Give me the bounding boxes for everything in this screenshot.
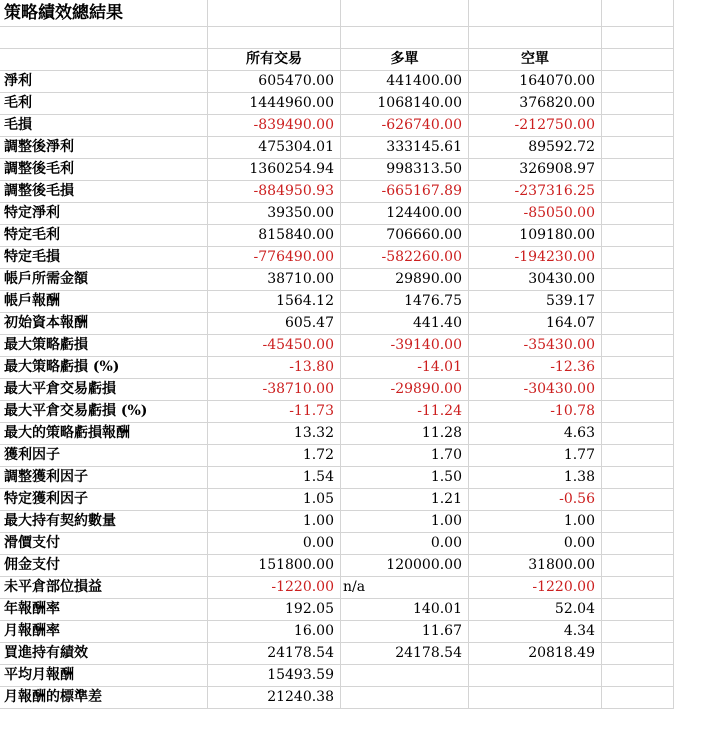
row-label[interactable]: 調整後毛利	[0, 159, 208, 181]
cell[interactable]	[602, 621, 674, 643]
cell[interactable]	[602, 599, 674, 621]
column-header-short[interactable]: 空單	[469, 49, 602, 71]
cell[interactable]	[469, 27, 602, 49]
value-cell[interactable]: -839490.00	[208, 115, 341, 137]
cell[interactable]	[602, 533, 674, 555]
row-label[interactable]: 未平倉部位損益	[0, 577, 208, 599]
cell[interactable]	[602, 313, 674, 335]
value-cell[interactable]: 0.00	[208, 533, 341, 555]
value-cell[interactable]: -11.24	[341, 401, 469, 423]
value-cell[interactable]: 52.04	[469, 599, 602, 621]
value-cell[interactable]: 1068140.00	[341, 93, 469, 115]
cell[interactable]	[602, 335, 674, 357]
value-cell[interactable]: -29890.00	[341, 379, 469, 401]
cell[interactable]	[0, 27, 208, 49]
value-cell[interactable]: 475304.01	[208, 137, 341, 159]
row-label[interactable]: 獲利因子	[0, 445, 208, 467]
value-cell[interactable]: 441400.00	[341, 71, 469, 93]
row-label[interactable]: 年報酬率	[0, 599, 208, 621]
value-cell[interactable]: 140.01	[341, 599, 469, 621]
value-cell[interactable]: 1.05	[208, 489, 341, 511]
value-cell[interactable]: 441.40	[341, 313, 469, 335]
value-cell[interactable]: 38710.00	[208, 269, 341, 291]
row-label[interactable]: 特定毛損	[0, 247, 208, 269]
cell[interactable]	[341, 0, 469, 27]
cell[interactable]	[602, 27, 674, 49]
value-cell[interactable]: 0.00	[341, 533, 469, 555]
cell[interactable]	[602, 379, 674, 401]
value-cell[interactable]: -30430.00	[469, 379, 602, 401]
value-cell[interactable]: 16.00	[208, 621, 341, 643]
value-cell[interactable]: n/a	[341, 577, 469, 599]
cell[interactable]	[602, 181, 674, 203]
value-cell[interactable]: 15493.59	[208, 665, 341, 687]
cell[interactable]	[602, 71, 674, 93]
value-cell[interactable]: 13.32	[208, 423, 341, 445]
cell[interactable]	[341, 27, 469, 49]
row-label[interactable]: 最大平倉交易虧損	[0, 379, 208, 401]
cell[interactable]	[602, 401, 674, 423]
value-cell[interactable]: 1476.75	[341, 291, 469, 313]
value-cell[interactable]	[469, 665, 602, 687]
cell[interactable]	[602, 357, 674, 379]
cell[interactable]	[602, 445, 674, 467]
value-cell[interactable]: 605470.00	[208, 71, 341, 93]
cell[interactable]	[602, 225, 674, 247]
value-cell[interactable]: 1.72	[208, 445, 341, 467]
cell[interactable]	[602, 467, 674, 489]
value-cell[interactable]: 24178.54	[341, 643, 469, 665]
value-cell[interactable]: 1360254.94	[208, 159, 341, 181]
row-label[interactable]: 佣金支付	[0, 555, 208, 577]
row-label[interactable]: 毛損	[0, 115, 208, 137]
cell[interactable]	[602, 423, 674, 445]
value-cell[interactable]: 333145.61	[341, 137, 469, 159]
row-label[interactable]: 調整後毛損	[0, 181, 208, 203]
value-cell[interactable]: 4.34	[469, 621, 602, 643]
value-cell[interactable]: -14.01	[341, 357, 469, 379]
cell[interactable]	[602, 203, 674, 225]
value-cell[interactable]: -39140.00	[341, 335, 469, 357]
row-label[interactable]: 特定獲利因子	[0, 489, 208, 511]
row-label[interactable]: 平均月報酬	[0, 665, 208, 687]
cell[interactable]	[602, 0, 674, 27]
value-cell[interactable]: 11.28	[341, 423, 469, 445]
value-cell[interactable]: 1.00	[208, 511, 341, 533]
row-label[interactable]: 帳戶報酬	[0, 291, 208, 313]
value-cell[interactable]: 151800.00	[208, 555, 341, 577]
row-label[interactable]: 淨利	[0, 71, 208, 93]
value-cell[interactable]: -38710.00	[208, 379, 341, 401]
value-cell[interactable]: 0.00	[469, 533, 602, 555]
value-cell[interactable]: 192.05	[208, 599, 341, 621]
row-label[interactable]: 滑價支付	[0, 533, 208, 555]
cell[interactable]	[602, 489, 674, 511]
value-cell[interactable]: 39350.00	[208, 203, 341, 225]
value-cell[interactable]: 1.00	[341, 511, 469, 533]
cell[interactable]	[602, 687, 674, 709]
row-label[interactable]: 調整後淨利	[0, 137, 208, 159]
value-cell[interactable]: 1.00	[469, 511, 602, 533]
cell[interactable]	[602, 115, 674, 137]
cell[interactable]	[602, 511, 674, 533]
row-label[interactable]: 最大持有契約數量	[0, 511, 208, 533]
column-header-long[interactable]: 多單	[341, 49, 469, 71]
value-cell[interactable]: 31800.00	[469, 555, 602, 577]
row-label[interactable]: 特定淨利	[0, 203, 208, 225]
value-cell[interactable]: -85050.00	[469, 203, 602, 225]
cell[interactable]	[602, 49, 674, 71]
value-cell[interactable]: 24178.54	[208, 643, 341, 665]
row-label[interactable]: 最大平倉交易虧損 (%)	[0, 401, 208, 423]
row-label[interactable]: 買進持有績效	[0, 643, 208, 665]
row-label[interactable]: 月報酬率	[0, 621, 208, 643]
value-cell[interactable]: 30430.00	[469, 269, 602, 291]
value-cell[interactable]: 1.50	[341, 467, 469, 489]
value-cell[interactable]: -45450.00	[208, 335, 341, 357]
value-cell[interactable]: 89592.72	[469, 137, 602, 159]
value-cell[interactable]: -665167.89	[341, 181, 469, 203]
row-label[interactable]: 最大的策略虧損報酬	[0, 423, 208, 445]
value-cell[interactable]: -35430.00	[469, 335, 602, 357]
value-cell[interactable]: 1564.12	[208, 291, 341, 313]
value-cell[interactable]: 539.17	[469, 291, 602, 313]
value-cell[interactable]: 998313.50	[341, 159, 469, 181]
value-cell[interactable]: -626740.00	[341, 115, 469, 137]
cell[interactable]	[602, 137, 674, 159]
value-cell[interactable]: -212750.00	[469, 115, 602, 137]
value-cell[interactable]: 4.63	[469, 423, 602, 445]
value-cell[interactable]: -884950.93	[208, 181, 341, 203]
value-cell[interactable]: -1220.00	[208, 577, 341, 599]
value-cell[interactable]: -11.73	[208, 401, 341, 423]
row-label[interactable]: 調整獲利因子	[0, 467, 208, 489]
value-cell[interactable]: 120000.00	[341, 555, 469, 577]
value-cell[interactable]: 1.77	[469, 445, 602, 467]
value-cell[interactable]: 164070.00	[469, 71, 602, 93]
cell[interactable]	[602, 93, 674, 115]
cell[interactable]	[469, 0, 602, 27]
value-cell[interactable]: -12.36	[469, 357, 602, 379]
row-label[interactable]: 帳戶所需金額	[0, 269, 208, 291]
value-cell[interactable]: 1444960.00	[208, 93, 341, 115]
value-cell[interactable]: 1.21	[341, 489, 469, 511]
value-cell[interactable]: -776490.00	[208, 247, 341, 269]
header-cell-empty[interactable]	[0, 49, 208, 71]
value-cell[interactable]: 815840.00	[208, 225, 341, 247]
value-cell[interactable]: 124400.00	[341, 203, 469, 225]
value-cell[interactable]: 20818.49	[469, 643, 602, 665]
value-cell[interactable]	[469, 687, 602, 709]
value-cell[interactable]: 1.70	[341, 445, 469, 467]
value-cell[interactable]: -10.78	[469, 401, 602, 423]
value-cell[interactable]	[341, 665, 469, 687]
value-cell[interactable]: 376820.00	[469, 93, 602, 115]
column-header-all-trades[interactable]: 所有交易	[208, 49, 341, 71]
value-cell[interactable]: 109180.00	[469, 225, 602, 247]
value-cell[interactable]: 605.47	[208, 313, 341, 335]
value-cell[interactable]: -1220.00	[469, 577, 602, 599]
cell[interactable]	[602, 291, 674, 313]
value-cell[interactable]: 21240.38	[208, 687, 341, 709]
value-cell[interactable]: 164.07	[469, 313, 602, 335]
value-cell[interactable]	[341, 687, 469, 709]
value-cell[interactable]: 1.38	[469, 467, 602, 489]
value-cell[interactable]: 1.54	[208, 467, 341, 489]
cell[interactable]	[602, 555, 674, 577]
cell[interactable]	[602, 577, 674, 599]
row-label[interactable]: 特定毛利	[0, 225, 208, 247]
row-label[interactable]: 初始資本報酬	[0, 313, 208, 335]
value-cell[interactable]: -0.56	[469, 489, 602, 511]
value-cell[interactable]: 29890.00	[341, 269, 469, 291]
cell[interactable]	[602, 247, 674, 269]
cell[interactable]	[208, 27, 341, 49]
value-cell[interactable]: -13.80	[208, 357, 341, 379]
cell[interactable]	[208, 0, 341, 27]
value-cell[interactable]: -237316.25	[469, 181, 602, 203]
value-cell[interactable]: 706660.00	[341, 225, 469, 247]
cell[interactable]	[602, 643, 674, 665]
row-label[interactable]: 最大策略虧損	[0, 335, 208, 357]
value-cell[interactable]: -194230.00	[469, 247, 602, 269]
cell[interactable]	[602, 269, 674, 291]
row-label[interactable]: 毛利	[0, 93, 208, 115]
row-label[interactable]: 月報酬的標準差	[0, 687, 208, 709]
value-cell[interactable]: -582260.00	[341, 247, 469, 269]
value-cell[interactable]: 11.67	[341, 621, 469, 643]
row-label[interactable]: 最大策略虧損 (%)	[0, 357, 208, 379]
cell[interactable]	[602, 665, 674, 687]
cell[interactable]	[602, 159, 674, 181]
sheet-title[interactable]: 策略績效總結果	[0, 0, 208, 27]
value-cell[interactable]: 326908.97	[469, 159, 602, 181]
